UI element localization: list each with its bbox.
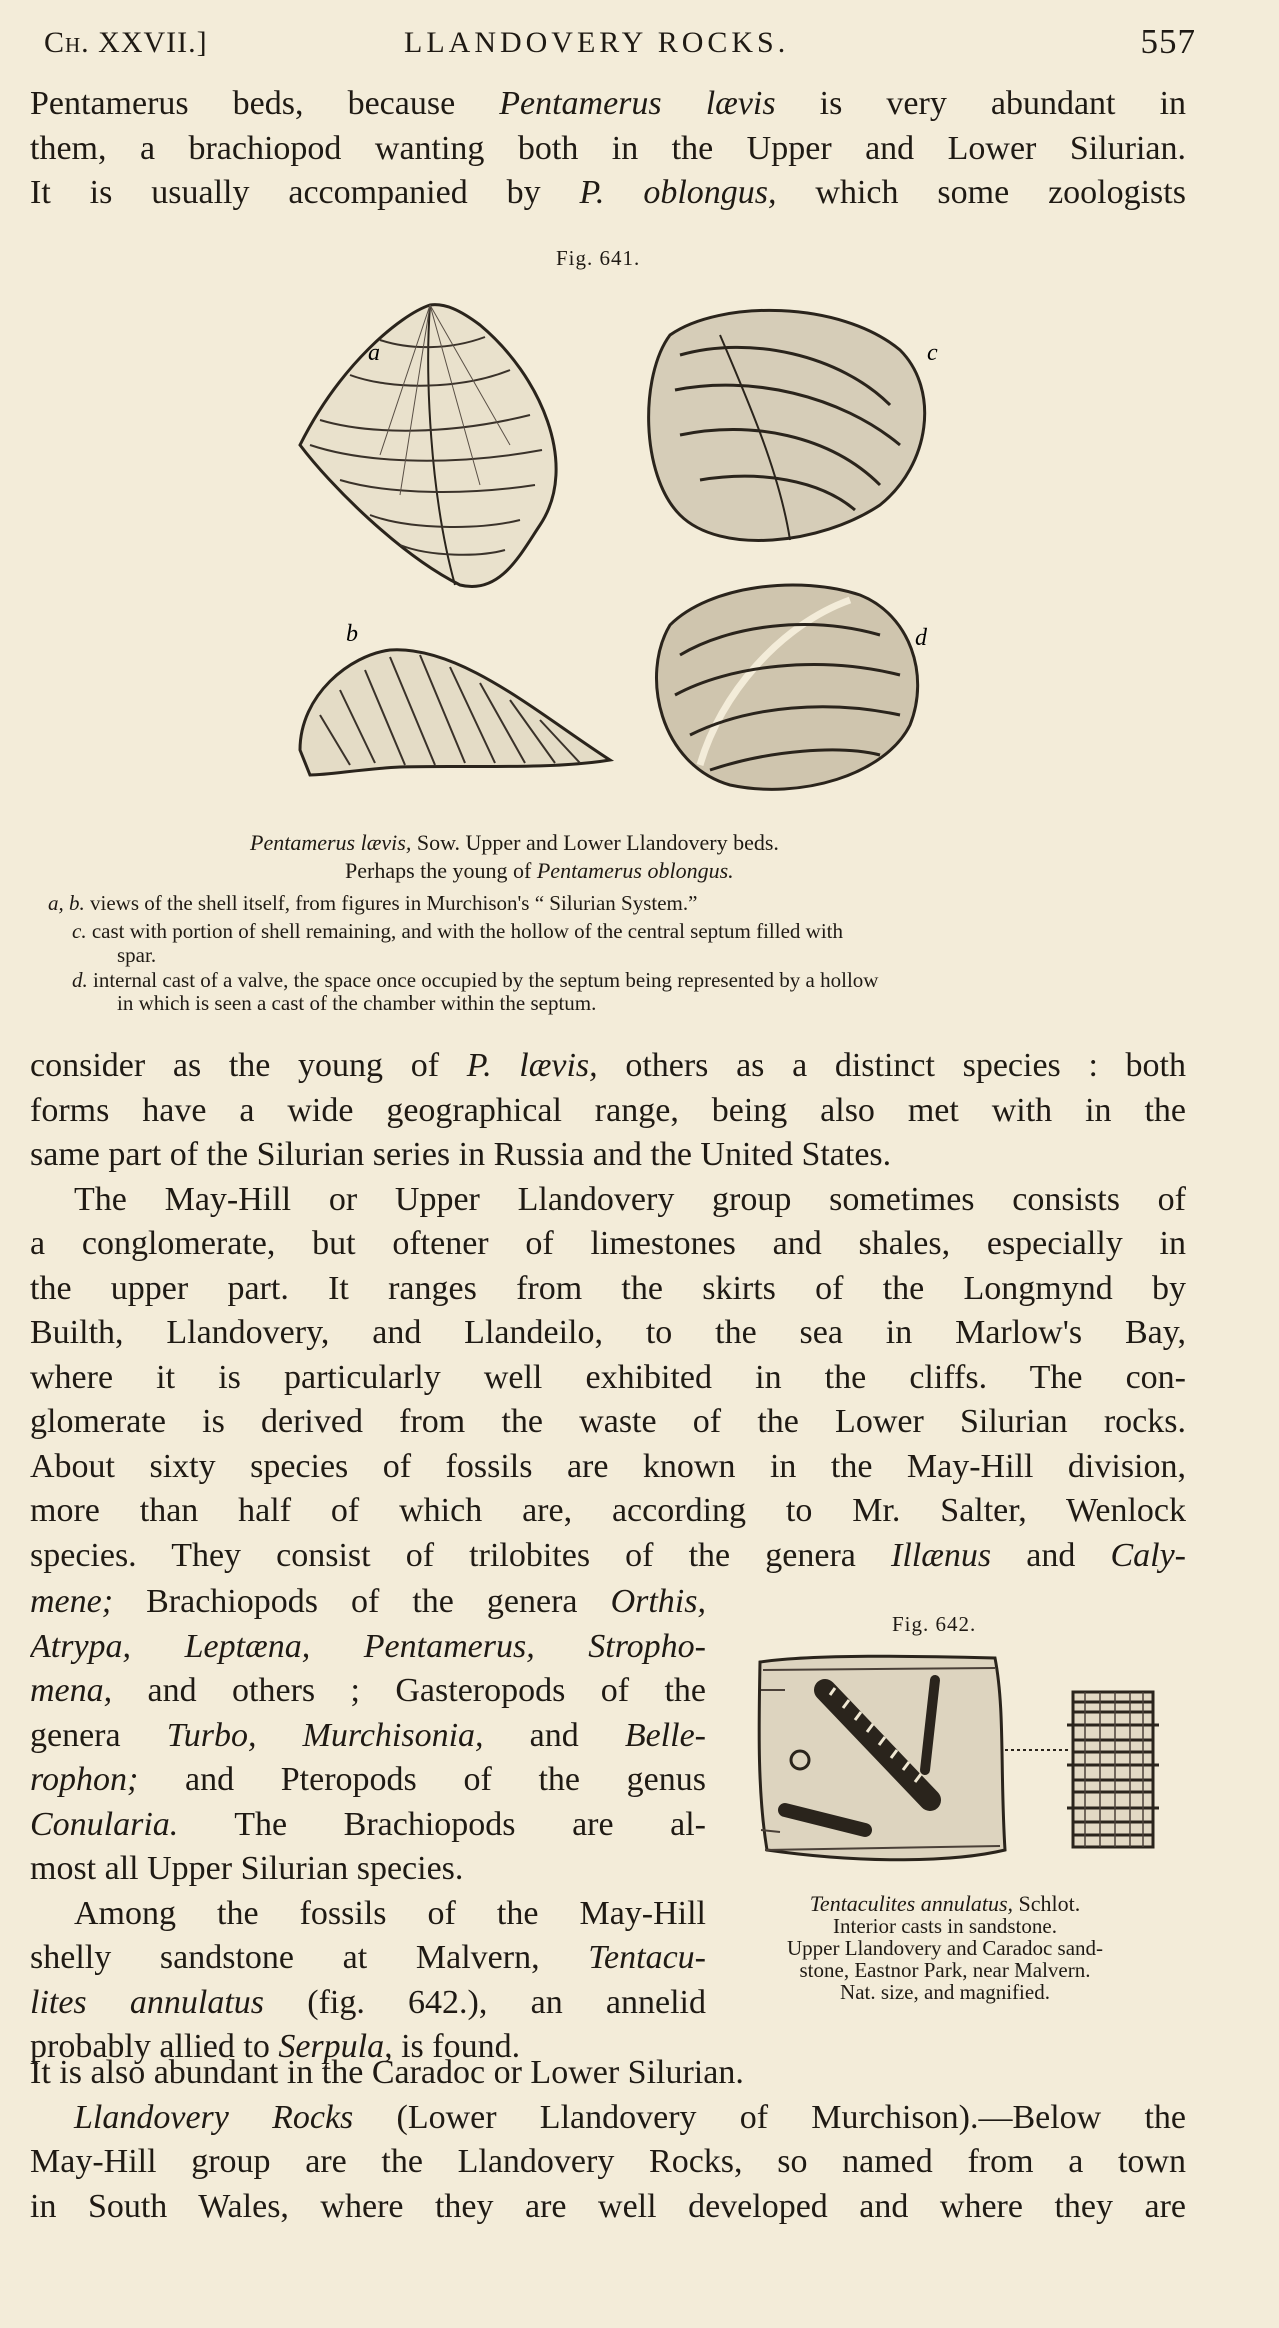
page-number: 557 [1140, 22, 1196, 61]
italic-term: rophon; [30, 1761, 139, 1798]
figure-642-caption-line: Nat. size, and magnified. [840, 1980, 1050, 2004]
text-line: more than half of which are, according to Mr. Salter, Wenlock [30, 1492, 1186, 1529]
italic-term: Serpula, [278, 2028, 393, 2065]
text-line: rophon; and Pteropods of the genus [30, 1761, 706, 1798]
italic-term: P. lævis, [466, 1047, 598, 1084]
chapter-reference: Ch. XXVII.] [44, 26, 208, 59]
running-title: LLANDOVERY ROCKS. [404, 26, 790, 59]
figure-641-key-c-cont: spar. [117, 943, 157, 967]
text-line: Pentamerus beds, because Pentamerus lævis is very abundant in [30, 85, 1186, 122]
italic-term: d. [72, 968, 88, 992]
figure-letter-a: a [368, 340, 380, 366]
text-line: genera Turbo, Murchisonia, and Belle- [30, 1716, 706, 1754]
figure-641-caption-title: Pentamerus lævis, Sow. Upper and Lower Llandovery beds. [250, 830, 779, 855]
text-line: probably allied to Serpula, is found. [30, 2028, 521, 2065]
figure-641-key-d: d. internal cast of a valve, the space once occupied by the septum being represented by a hollow [72, 968, 879, 992]
sandstone-slab [759, 1656, 1070, 1860]
text-line: mena, and others ; Gasteropods of the [30, 1672, 706, 1709]
text-line: About sixty species of fossils are known in the May-Hill division, [30, 1447, 1186, 1485]
text-line: mene; Brachiopods of the genera Orthis, [30, 1583, 706, 1620]
figure-641-label: Fig. 641. [556, 246, 641, 270]
italic-term: Illænus [891, 1536, 992, 1574]
text-line: consider as the young of P. lævis, others as a distinct species : both [30, 1047, 1186, 1084]
tentaculites-magnified [1067, 1692, 1159, 1847]
text-line: them, a brachiopod wanting both in the Upper and Lower Silurian. [30, 129, 1186, 167]
text-line: same part of the Silurian series in Russia and the United States. [30, 1136, 892, 1173]
italic-term: Belle- [624, 1716, 706, 1754]
italic-term: Tentacu- [588, 1939, 706, 1976]
figure-642-caption-title: Tentaculites annulatus, Schlot. [809, 1891, 1081, 1916]
italic-term: Pentamerus oblongus. [536, 858, 734, 883]
italic-term: Caly- [1110, 1536, 1186, 1574]
text-line: Builth, Llandovery, and Llandeilo, to the sea in Marlow's Bay, [30, 1314, 1186, 1351]
italic-term: Llandovery Rocks [74, 2098, 354, 2136]
figure-letter-d: d [915, 625, 927, 651]
text-line: It is usually accompanied by P. oblongus, which some zoologists [30, 174, 1186, 211]
figure-641-key-d-cont: in which is seen a cast of the chamber within the septum. [117, 991, 597, 1015]
figure-642-caption-line: Upper Llandovery and Caradoc sand- [786, 1936, 1104, 1960]
text-line: where it is particularly well exhibited in the cliffs. The con- [30, 1358, 1186, 1396]
italic-term: Pentamerus lævis [499, 85, 776, 122]
text-line [30, 1625, 706, 1670]
pentamerus-shell-view-a [300, 305, 556, 587]
italic-term: Turbo, Murchisonia, [166, 1716, 484, 1754]
figure-letter-b: b [346, 621, 358, 647]
figure-letter-c: c [927, 340, 938, 366]
italic-term: Tentaculites annulatus, [809, 1891, 1014, 1916]
figure-642-caption-line: stone, Eastnor Park, near Malvern. [799, 1958, 1091, 1982]
figure-641-caption-subtitle: Perhaps the young of Pentamerus oblongus. [345, 858, 734, 883]
figure-642-label: Fig. 642. [892, 1612, 977, 1636]
text-line: The May-Hill or Upper Llandovery group sometimes consists of [74, 1180, 1186, 1218]
text-line: Among the fossils of the May-Hill [74, 1894, 706, 1932]
figure-641-illustration [280, 295, 960, 805]
italic-term: Orthis, [610, 1583, 706, 1620]
text-line: in South Wales, where they are well developed and where they are [30, 2187, 1186, 2225]
italic-term: a, b. [48, 891, 85, 915]
top-paragraph [30, 82, 1186, 216]
text-line: a conglomerate, but oftener of limestones and shales, especially in [30, 1225, 1186, 1262]
text-line: Llandovery Rocks (Lower Llandovery of Murchison).—Below the [74, 2098, 1186, 2136]
bottom-paragraphs [30, 2051, 1186, 2229]
figure-641-key-ab: a, b. views of the shell itself, from figures in Murchison's “ Silurian System.” [48, 891, 698, 915]
middle-paragraphs [30, 1044, 1186, 1578]
running-head [44, 22, 1196, 72]
text-line: most all Upper Silurian species. [30, 1850, 464, 1887]
figure-642-illustration [755, 1650, 1175, 1885]
text-line: species. They consist of trilobites of the genera Illænus and Caly- [30, 1536, 1186, 1574]
text-line: lites annulatus (fig. 642.), an annelid [30, 1983, 706, 2021]
text-line: the upper part. It ranges from the skirts of the Longmynd by [30, 1269, 1186, 1307]
figure-642-caption-line: Interior casts in sandstone. [833, 1914, 1057, 1938]
text-line: It is also abundant in the Caradoc or Lower Silurian. [30, 2054, 744, 2091]
italic-term: c. [72, 919, 87, 943]
italic-term: mena, [30, 1672, 113, 1709]
italic-term: Pentamerus lævis, [250, 830, 412, 855]
italic-term: mene; [30, 1583, 114, 1620]
figure-642-caption [720, 1893, 1170, 2003]
pentamerus-side-view-b [300, 650, 610, 775]
italic-term: lites annulatus [30, 1983, 265, 2021]
figure-641-key-c: c. cast with portion of shell remaining, and with the hollow of the central septum filled with [72, 919, 843, 943]
italic-term: P. oblongus, [579, 174, 777, 211]
text-line: Conularia. The Brachiopods are al- [30, 1805, 706, 1843]
wrapped-paragraph [30, 1580, 706, 2070]
text-line: glomerate is derived from the waste of the Lower Silurian rocks. [30, 1403, 1186, 1440]
pentamerus-internal-cast-d [657, 585, 918, 789]
italic-term: Atrypa, Leptæna, Pentamerus, Stropho- [30, 1627, 706, 1665]
text-line: May-Hill group are the Llandovery Rocks, so named from a town [30, 2143, 1186, 2180]
text-line: forms have a wide geographical range, being also met with in the [30, 1091, 1186, 1129]
text-line: shelly sandstone at Malvern, Tentacu- [30, 1939, 706, 1976]
pentamerus-cast-view-c [649, 310, 925, 540]
italic-term: Conularia. [30, 1805, 179, 1843]
